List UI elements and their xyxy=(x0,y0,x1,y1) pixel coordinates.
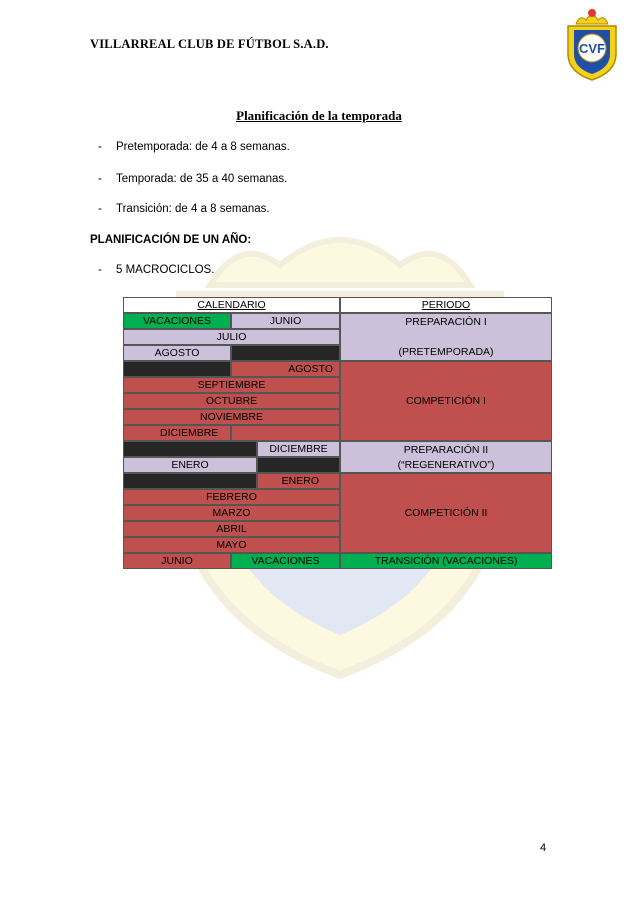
club-crest-logo xyxy=(558,4,626,82)
bullet-macrociclos: - 5 MACROCICLOS. xyxy=(98,264,215,276)
cell-dark xyxy=(123,441,257,457)
header-org-name: VILLARREAL CLUB DE FÚTBOL S.A.D. xyxy=(90,37,329,51)
cell-junio: JUNIO xyxy=(123,553,231,569)
bullet-temporada: - Temporada: de 35 a 40 semanas. xyxy=(98,173,288,185)
cell-noviembre: NOVIEMBRE xyxy=(123,409,340,425)
header-calendario: CALENDARIO xyxy=(123,297,340,313)
cell-vacaciones: VACACIONES xyxy=(231,553,340,569)
cell-diciembre: DICIEMBRE xyxy=(257,441,340,457)
section-title: PLANIFICACIÓN DE UN AÑO: xyxy=(90,234,252,246)
cell-empty xyxy=(231,425,340,441)
cell-mayo: MAYO xyxy=(123,537,340,553)
period-competicion-2: COMPETICIÓN II xyxy=(340,473,552,553)
cell-octubre: OCTUBRE xyxy=(123,393,340,409)
bullet-pretemporada: - Pretemporada: de 4 a 8 semanas. xyxy=(98,141,290,153)
page-number: 4 xyxy=(540,842,547,854)
period-competicion-1: COMPETICIÓN I xyxy=(340,361,552,441)
document-title: Planificación de la temporada xyxy=(236,108,402,123)
cell-enero: ENERO xyxy=(257,473,340,489)
period-preparacion-1 xyxy=(340,313,552,361)
period-transicion: TRANSICIÓN (VACACIONES) xyxy=(340,553,552,569)
svg-text:CVF: CVF xyxy=(579,41,605,56)
cell-dark xyxy=(123,361,231,377)
cell-dark xyxy=(123,473,257,489)
period-prep1-sub: (PRETEMPORADA) xyxy=(398,346,494,358)
cell-julio: JULIO xyxy=(123,329,340,345)
cell-septiembre: SEPTIEMBRE xyxy=(123,377,340,393)
cell-dark xyxy=(257,457,340,473)
period-prep2-sub: (“REGENERATIVO”) xyxy=(397,458,495,471)
period-prep2-label: PREPARACIÓN II xyxy=(403,443,489,456)
cell-abril: ABRIL xyxy=(123,521,340,537)
cell-agosto: AGOSTO xyxy=(123,345,231,361)
period-preparacion-2 xyxy=(340,441,552,473)
cell-junio: JUNIO xyxy=(231,313,340,329)
cell-marzo: MARZO xyxy=(123,505,340,521)
cell-diciembre: DICIEMBRE xyxy=(123,425,231,441)
cell-febrero: FEBRERO xyxy=(123,489,340,505)
cell-vacaciones: VACACIONES xyxy=(123,313,231,329)
cell-enero: ENERO xyxy=(123,457,257,473)
bullet-transicion: - Transición: de 4 a 8 semanas. xyxy=(98,203,270,215)
cell-agosto: AGOSTO xyxy=(231,361,340,377)
header-periodo: PERIODO xyxy=(340,297,552,313)
cell-dark xyxy=(231,345,340,361)
period-prep1-label: PREPARACIÓN I xyxy=(405,316,487,328)
